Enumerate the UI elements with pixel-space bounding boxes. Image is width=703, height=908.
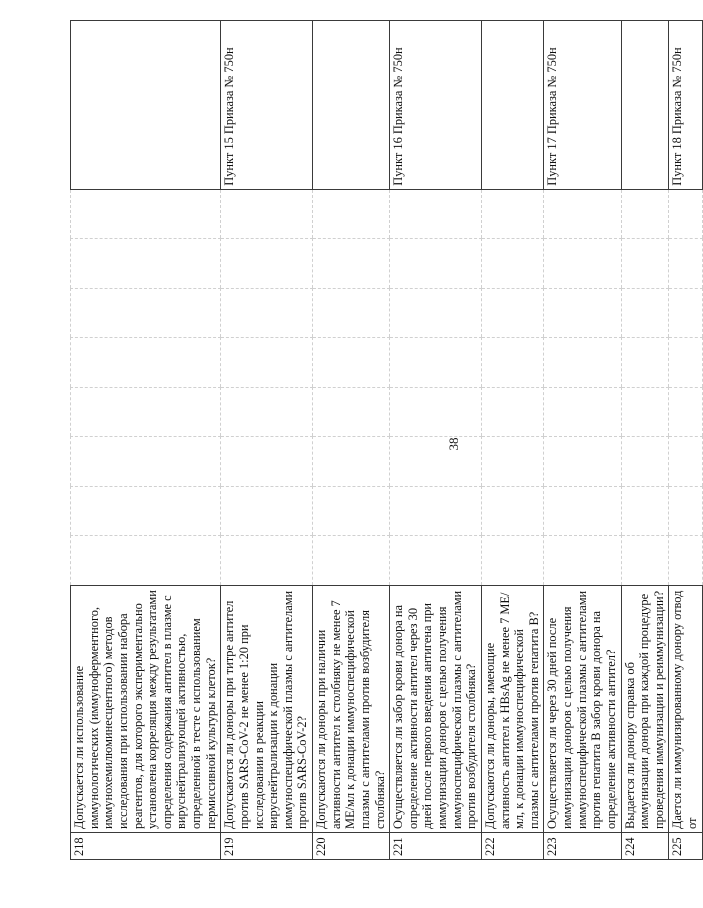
answer-cell [621,437,669,486]
question-cell: Допускаются ли доноры при наличии активности антител к столбняку не менее 7 МЕ/мл к донации иммуноспецифической плазмы с антителами против возбудителя столбняка? [313,585,390,832]
answer-cell [669,239,702,288]
answer-cell [481,536,544,585]
row-number: 221 [390,833,482,860]
answer-cell [544,288,621,337]
table-row [544,21,621,860]
table-row [221,21,313,860]
answer-cell [481,486,544,535]
answer-cell [669,189,702,238]
answer-cell [544,189,621,238]
answer-cell [621,239,669,288]
answer-cell [481,189,544,238]
question-cell: Осуществляется ли через 30 дней после иммунизации доноров с целью получения иммуноспецифической плазмы с антителами против гепатита B забор крови донора на определение активности антител? [544,585,621,832]
table-row [390,21,482,860]
row-number: 218 [71,833,221,860]
answer-cell [669,536,702,585]
reference-cell [621,21,669,190]
answer-cell [669,288,702,337]
question-cell: Осуществляется ли забор крови донора на определение активности антител через 30 дней после первого введения антигена при иммунизации доноров с целью получения иммуноспецифической плазмы с антителами против возбудителя столбняка? [390,585,482,832]
answer-cell [313,387,390,436]
answer-cell [390,387,482,436]
checklist-table [70,20,703,860]
answer-cell [71,288,221,337]
answer-cell [544,338,621,387]
row-number: 220 [313,833,390,860]
answer-cell [221,288,313,337]
answer-cell [621,189,669,238]
question-cell: Допускается ли использование иммунологических (иммуноферментного, иммунохемилюминесцентного) методов исследования при использовании набора реагентов, для которого экспериментально установлена корреляция между результатами определения содержания антител в плазме с вируснейтрализующей активностью, определенной в тесте с использованием пермиссивной культуры клеток? [71,585,221,832]
answer-cell [669,437,702,486]
row-number: 222 [481,833,544,860]
answer-cell [621,387,669,436]
answer-cell [221,387,313,436]
checklist-body [71,21,703,860]
rotated-table-wrapper [70,20,699,860]
answer-cell [313,486,390,535]
answer-cell [221,486,313,535]
page-number: 38 [446,437,461,451]
answer-cell [621,486,669,535]
answer-cell [221,189,313,238]
answer-cell [481,239,544,288]
reference-cell [669,21,702,190]
answer-cell [71,239,221,288]
answer-cell [621,536,669,585]
answer-cell [221,536,313,585]
answer-cell [390,239,482,288]
answer-cell [71,486,221,535]
answer-cell [481,437,544,486]
question-cell: Допускаются ли доноры при титре антител против SARS-CoV-2 не менее 1:20 при исследовании в реакции вируснейтрализации к донации иммуноспецифической плазмы с антителами против SARS-CoV-2? [221,585,313,832]
answer-cell [669,387,702,436]
table-row [621,21,669,860]
table-row [313,21,390,860]
answer-cell [390,437,482,486]
answer-cell [390,536,482,585]
row-number: 224 [621,833,669,860]
answer-cell [313,239,390,288]
reference-cell [71,21,221,190]
answer-cell [669,486,702,535]
answer-cell [544,536,621,585]
answer-cell [544,239,621,288]
answer-cell [621,288,669,337]
reference-text: Пункт 15 Приказа № 750н [222,47,237,186]
answer-cell [71,536,221,585]
answer-cell [221,338,313,387]
answer-cell [390,189,482,238]
row-number: 225 [669,833,702,860]
table-row [71,21,221,860]
answer-cell [313,338,390,387]
reference-text: Пункт 16 Приказа № 750н [391,47,406,186]
answer-cell [481,338,544,387]
reference-cell [481,21,544,190]
answer-cell [221,437,313,486]
answer-cell [481,387,544,436]
answer-cell [544,387,621,436]
answer-cell [669,338,702,387]
question-cell: Допускаются ли доноры, имеющие активность антител к HBsAg не менее 7 МЕ/мл, к донации иммуноспецифической плазмы с антителами против гепатита B? [481,585,544,832]
reference-cell [221,21,313,190]
table-row [481,21,544,860]
answer-cell [71,338,221,387]
answer-cell [71,189,221,238]
answer-cell [621,338,669,387]
reference-text: Пункт 17 Приказа № 750н [545,47,560,186]
table-row [669,21,702,860]
reference-cell [544,21,621,190]
answer-cell [544,437,621,486]
answer-cell [390,486,482,535]
row-number: 223 [544,833,621,860]
answer-cell [390,288,482,337]
answer-cell [71,437,221,486]
answer-cell [313,288,390,337]
reference-cell [390,21,482,190]
answer-cell [221,239,313,288]
answer-cell [544,486,621,535]
reference-cell [313,21,390,190]
question-cell: Дается ли иммунизированному донору отвод от [669,585,702,832]
answer-cell [313,189,390,238]
question-cell: Выдается ли донору справка об иммунизации донора при каждой процедуре проведения иммунизации и реиммунизации? [621,585,669,832]
reference-text: Пункт 18 Приказа № 750н [670,47,685,186]
answer-cell [313,437,390,486]
answer-cell [71,387,221,436]
answer-cell [481,288,544,337]
row-number: 219 [221,833,313,860]
answer-cell [313,536,390,585]
answer-cell [390,338,482,387]
